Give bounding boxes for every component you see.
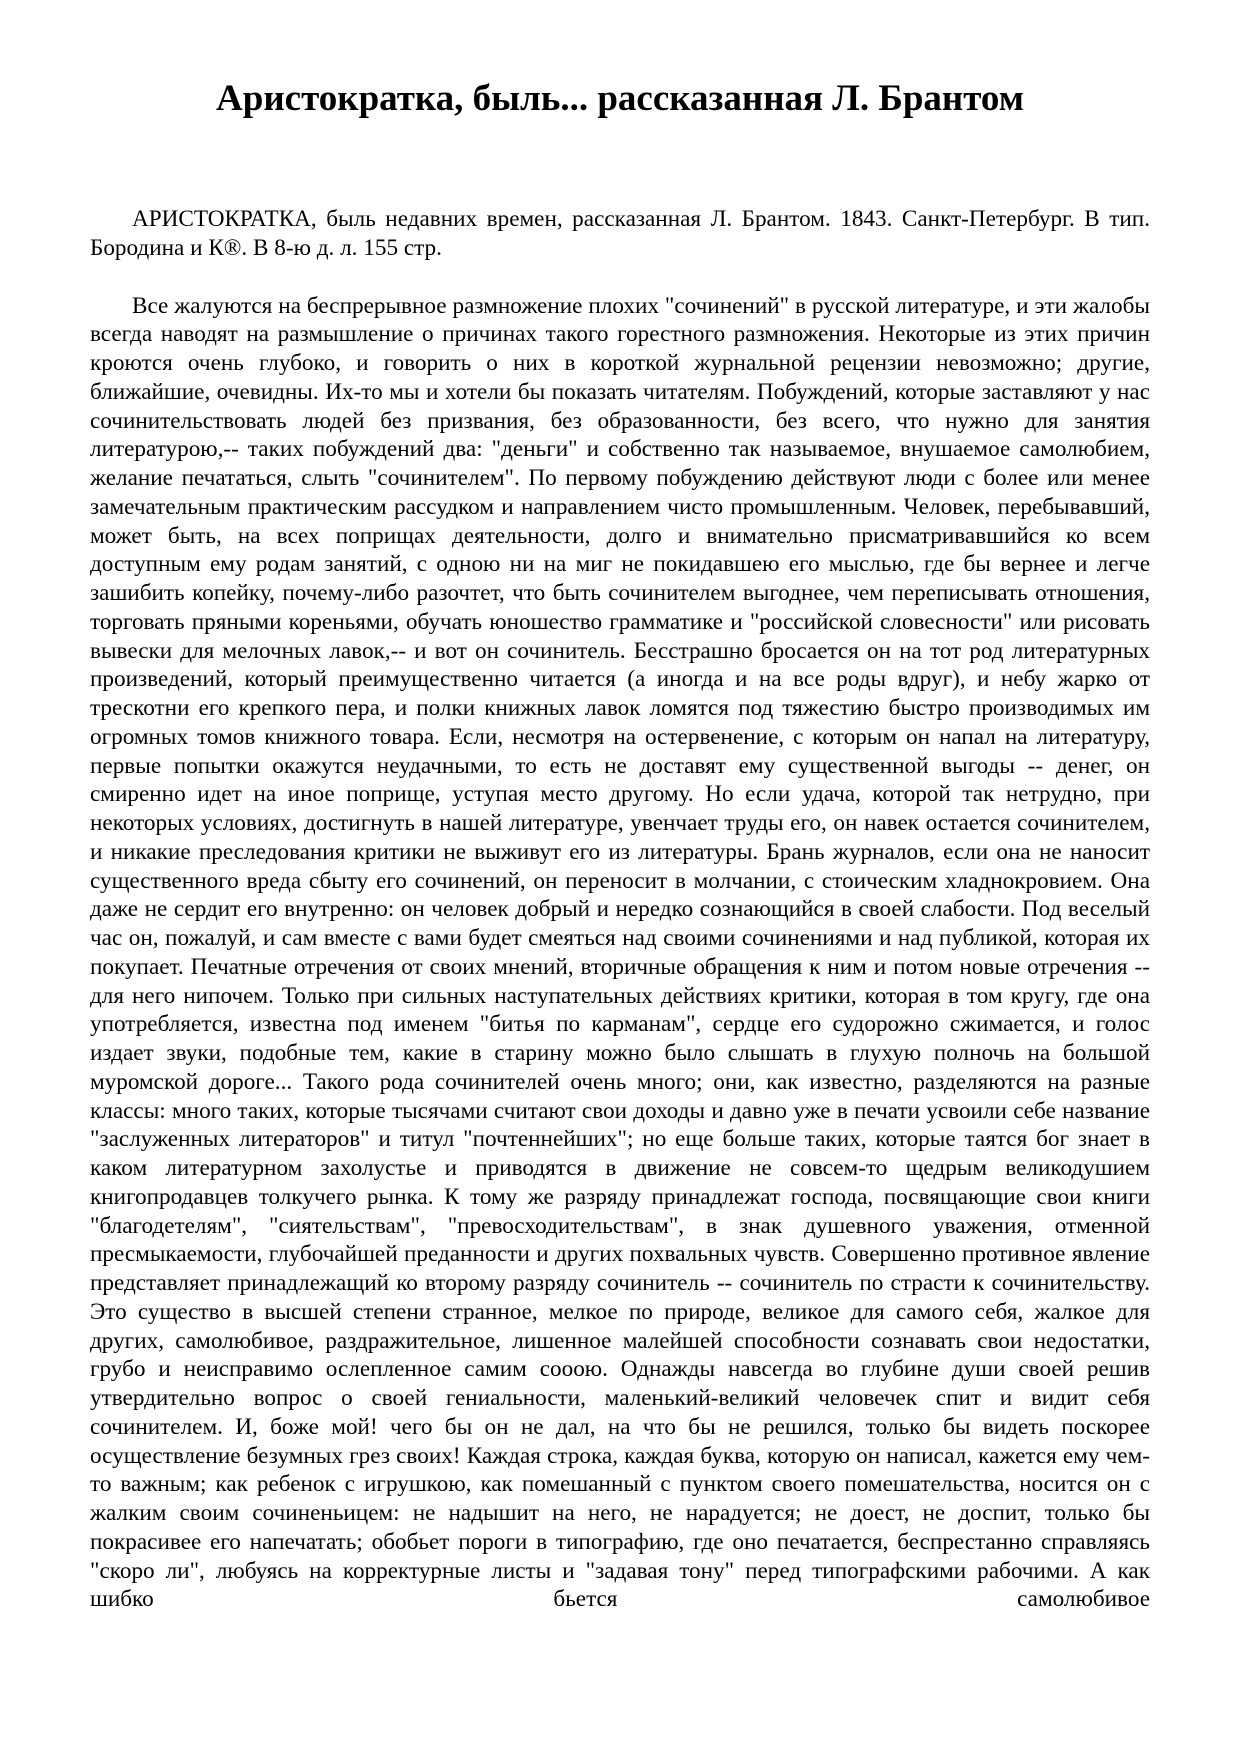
document-title: Аристократка, быль... рассказанная Л. Брантом (216, 78, 1024, 119)
body-paragraph: Все жалуются на беспрерывное размножение плохих "сочинений" в русской литературе, и эти жалобы всегда наводят на размышление о причинах такого горестного размножения. Некоторые из этих причин кроются очень глубоко, и говорить о них в короткой журнальной рецензии невозможно; другие, ближайшие, очевидны. Их-то мы и хотели бы показать читателям. Побуждений, которые заставляют у нас сочинительствовать людей без призвания, без образованности, без всего, что нужно для занятия литературою,-- таких побуждений два: "деньги" и собственно так называемое, внушаемое самолюбием, желание печататься, слыть "сочинителем". По первому побуждению действуют люди с более или менее замечательным практическим рассудком и направлением чисто промышленным. Человек, перебывавший, может быть, на всех поприщах деятельности, долго и внимательно присматривавшийся ко всем доступным ему родам занятий, с одною ни на миг не покидавшею его мыслью, где бы вернее и легче зашибить копейку, почему-либо разочтет, что быть сочинителем выгоднее, чем переписывать отношения, торговать пряными кореньями, обучать юношество грамматике и "российской словесности" или рисовать вывески для мелочных лавок,-- и вот он сочинитель. Бесстрашно бросается он на тот род литературных произведений, который преимущественно читается (а иногда и на все роды вдруг), и небу жарко от трескотни его крепкого пера, и полки книжных лавок ломятся под тяжестию быстро производимых им огромных томов книжного товара. Если, несмотря на остервенение, с которым он напал на литературу, первые попытки окажутся неудачными, то есть не доставят ему существенной выгоды -- денег, он смиренно идет на иное поприще, уступая место другому. Но если удача, которой так нетрудно, при некоторых условиях, достигнуть в нашей литературе, увенчает труды его, он навек остается сочинителем, и никакие преследования критики не выживут его из литературы. Брань журналов, если она не наносит существенного вреда сбыту его сочинений, он переносит в молчании, с стоическим хладнокровием. Она даже не сердит его внутренно: он человек добрый и нередко сознающийся в своей слабости. Под веселый час он, пожалуй, и сам вместе с вами будет смеяться над своими сочинениями и над публикой, которая их покупает. Печатные отречения от своих мнений, вторичные обращения к ним и потом новые отречения -- для него нипочем. Только при сильных наступательных действиях критики, которая в том кругу, где она употребляется, известна под именем "битья по карманам", сердце его судорожно сжимается, и голос издает звуки, подобные тем, какие в старину можно было слышать в глухую полночь на большой муромской дороге... Такого рода сочинителей очень много; они, как известно, разделяются на разные классы: много таких, которые тысячами считают свои доходы и давно уже в печати усвоили себе название "заслуженных литераторов" и титул "почтеннейших"; но еще больше таких, которые таятся бог знает в каком литературном захолустье и приводятся в движение не совсем-то щедрым великодушием книгопродавцев толкучего рынка. К тому же разряду принадлежат господа, посвящающие свои книги "благодетелям", "сиятельствам", "превосходительствам", в знак душевного уважения, отменной пресмыкаемости, глубочайшей преданности и других похвальных чувств. Совершенно противное явление представляет принадлежащий ко второму разряду сочинитель -- сочинитель по страсти к сочинительству. Это существо в высшей степени странное, мелкое по природе, великое для самого себя, жалкое для других, самолюбивое, раздражительное, лишенное малейшей способности сознавать свои недостатки, грубо и неисправимо ослепленное самим сооою. Однажды навсегда во глубине души своей решив утвердительно вопрос о своей гениальности, маленький-великий человечек спит и видит себя сочинителем. И, боже мой! чего бы он не дал, на что бы не решился, только бы видеть поскорее осуществление безумных грез своих! Каждая строка, каждая буква, которую он написал, кажется ему чем-то важным; как ребенок с игрушкою, как помешанный с пунктом своего помешательства, носится он с жалким своим сочиненьицем: не надышит на него, не нарадуется; не доест, не доспит, только бы покрасивее его напечатать; обобьет пороги в типографию, где оно печатается, беспрестанно справляясь "скоро ли", любуясь на корректурные листы и "задавая тону" перед типографскими рабочими. А как шибко бьется самолюбивое (90, 292, 1150, 1613)
bibliographic-entry: АРИСТОКРАТКА, быль недавних времен, рассказанная Л. Брантом. 1843. Санкт-Петербург. В тип. Бородина и К®. В 8-ю д. л. 155 стр. (90, 206, 1150, 261)
document-body (90, 205, 1150, 1614)
